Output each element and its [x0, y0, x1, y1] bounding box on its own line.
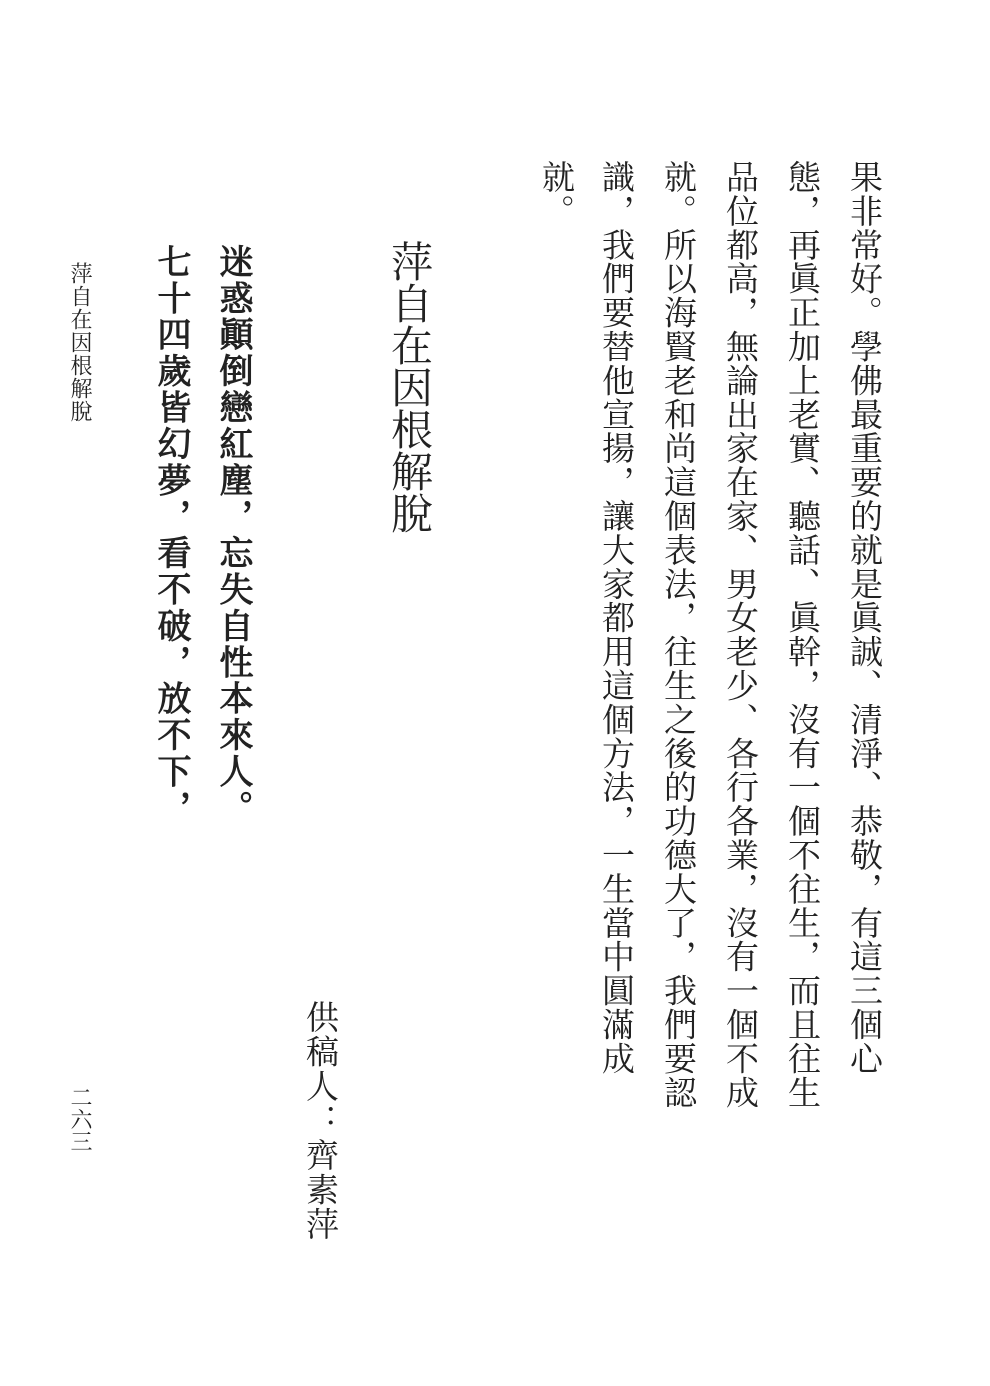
body-text-line-4: 就。所以海賢老和尚這個表法，往生之後的功德大了，我們要認	[659, 160, 698, 1110]
poem-line-2: 七十四歲皆幻夢，看不破，放不下，	[151, 244, 191, 827]
body-text-line-3: 品位都高，無論出家在家、男女老少、各行各業，沒有一個不成	[721, 160, 760, 1110]
page-number: 二六三	[67, 1086, 92, 1152]
body-text-line-6: 就。	[537, 160, 576, 228]
running-header: 萍自在因根解脫	[67, 262, 92, 423]
poem-line-1: 迷惑顚倒戀紅塵，忘失自性本來人。	[213, 244, 253, 827]
section-title: 萍自在因根解脫	[385, 240, 434, 534]
contributor-credit: 供稿人：齊素萍	[301, 1000, 340, 1242]
body-text-line-1: 果非常好。學佛最重要的就是眞誠、清淨、恭敬，有這三個心	[845, 160, 884, 1076]
body-text-line-2: 態，再眞正加上老實、聽話、眞幹，沒有一個不往生，而且往生	[783, 160, 822, 1110]
body-text-line-5: 識，我們要替他宣揚，讓大家都用這個方法，一生當中圓滿成	[597, 160, 636, 1076]
